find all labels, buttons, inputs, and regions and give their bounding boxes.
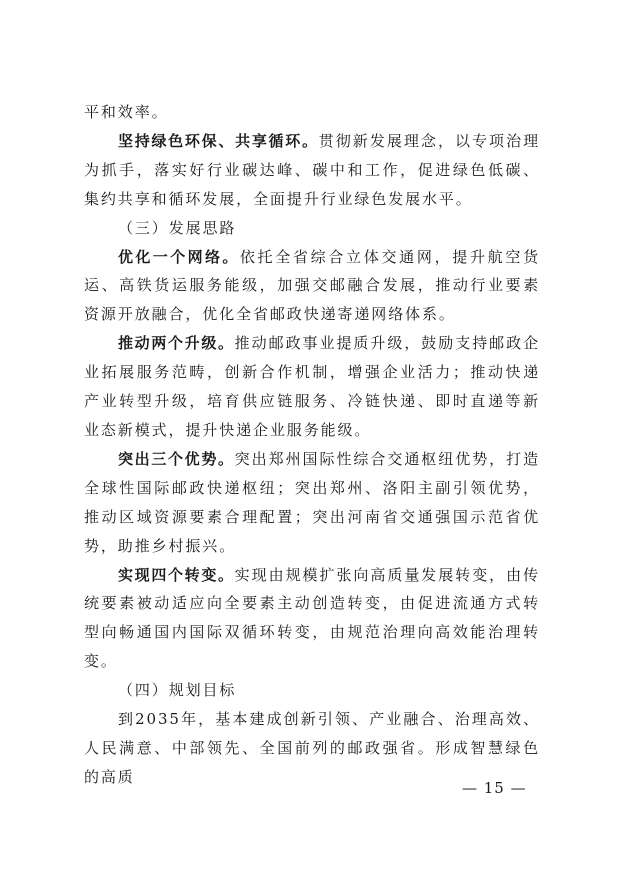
paragraph-continuation bbox=[84, 98, 540, 127]
paragraph-four-transformations bbox=[84, 561, 540, 677]
paragraph-text: 推动邮政事业提质升级，鼓励支持邮政企业拓展服务范畴，创新合作机制，增强企业活力；推动快递产业转型升级，培育供应链服务、冷链快递、即时直递等新业态新模式，提升快递企业服务能级。 bbox=[84, 334, 541, 439]
paragraph-text: 依托全省综合立体交通网，提升航空货运、高铁货运服务能级，加强交邮融合发展，推动行业要素资源开放融合，优化全省邮政快递寄递网络体系。 bbox=[84, 247, 540, 324]
paragraph-lead: 突出三个优势。 bbox=[118, 449, 235, 468]
paragraph-text: 贯彻新发展理念，以专项治理为抓手，落实好行业碳达峰、碳中和工作，促进绿色低碳、集约共享和循环发展，全面提升行业绿色发展水平。 bbox=[84, 131, 540, 208]
section-heading-planning-goals: （四）规划目标 bbox=[118, 681, 237, 700]
paragraph-lead: 推动两个升级。 bbox=[118, 334, 235, 353]
paragraph-lead: 实现四个转变。 bbox=[118, 565, 235, 584]
paragraph-three-advantages bbox=[84, 445, 540, 561]
page-number: — 15 — bbox=[462, 779, 527, 797]
paragraph-lead: 坚持绿色环保、共享循环。 bbox=[118, 131, 319, 150]
section-heading-development-ideas: （三）发展思路 bbox=[118, 218, 237, 237]
paragraph-text: 突出郑州国际性综合交通枢纽优势，打造全球性国际邮政快递枢纽；突出郑州、洛阳主副引领优势，推动区域资源要素合理配置；突出河南省交通强国示范省优势，助推乡村振兴。 bbox=[84, 449, 541, 555]
body-text bbox=[84, 98, 540, 792]
paragraph-text: 到2035年，基本建成创新引领、产业融合、治理高效、人民满意、中部领先、全国前列的邮政强省。形成智慧绿色的高质 bbox=[84, 710, 540, 786]
paragraph-lead: 优化一个网络。 bbox=[118, 247, 240, 266]
paragraph-green-environment bbox=[84, 127, 540, 214]
paragraph-optimize-network bbox=[84, 243, 540, 330]
paragraph-text: 平和效率。 bbox=[84, 103, 169, 121]
paragraph-two-upgrades bbox=[84, 329, 540, 445]
paragraph-text: 实现由规模扩张向高质量发展转变，由传统要素被动适应向全要素主动创造转变，由促进流通方式转型向畅通国内国际双循环转变，由规范治理向高效能治理转变。 bbox=[84, 565, 541, 671]
